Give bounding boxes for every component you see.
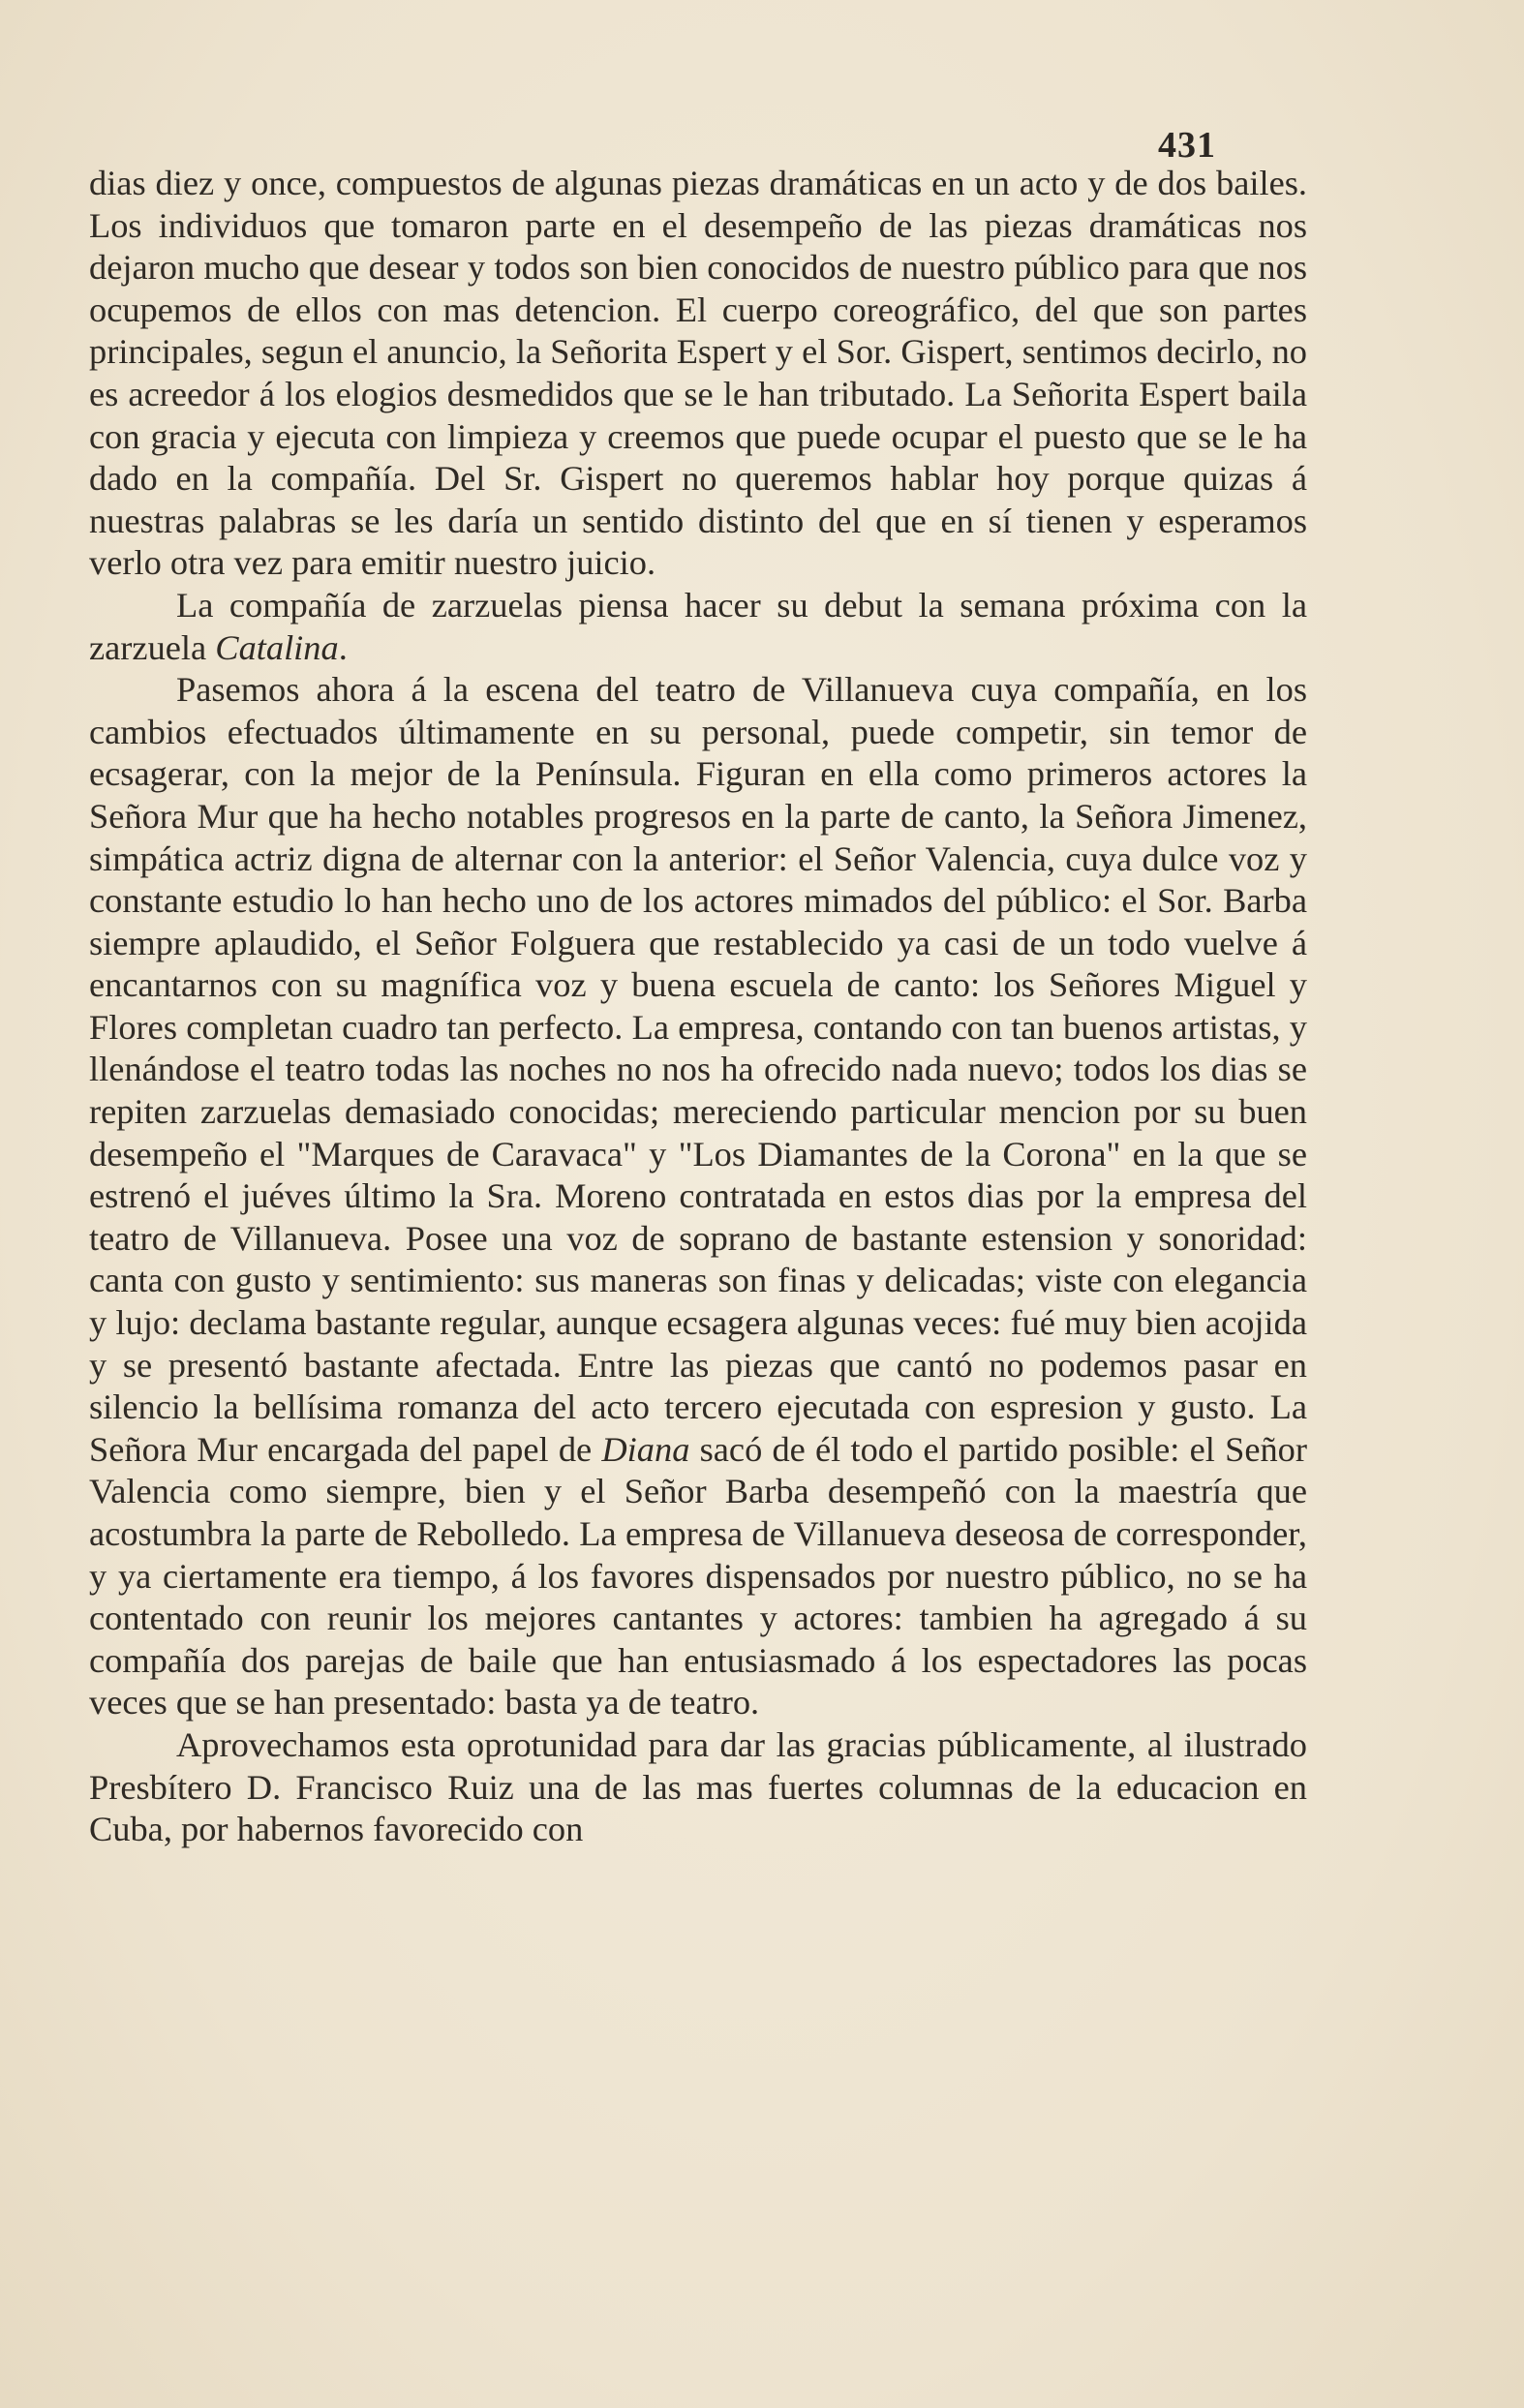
role-title: Diana: [601, 1429, 690, 1469]
paragraph: [89, 669, 1307, 1724]
page-number: 431: [1158, 125, 1216, 166]
work-title: Catalina: [215, 627, 339, 667]
article-body: [89, 163, 1307, 1851]
text-run: La compañía de zarzuelas piensa hacer su debut la semana próxima con la zarzuela: [89, 585, 1307, 667]
text-run: Pasemos ahora á la escena del teatro de Villanueva cuya compañía, en los cambios efectuados últimamente en su personal, puede competir, sin temor de ecsagerar, con la mejor de la Península. Figuran en ella como primeros actores la Señora Mur que ha hecho notables progresos en la parte de canto, la Señora Jimenez, simpática actriz digna de alternar con la anterior: el Señor Valencia, cuya dulce voz y constante estudio lo han hecho uno de los actores mimados del público: el Sor. Barba siempre aplaudido, el Señor Folguera que restablecido ya casi de un todo vuelve á encantarnos con su magnífica voz y buena escuela de canto: los Señores Miguel y Flores completan cuadro tan perfecto. La empresa, contando con tan buenos artistas, y llenándose el teatro todas las noches no nos ha ofrecido nada nuevo; todos los dias se repiten zarzuelas demasiado conocidas; mereciendo particular mencion por su buen desempeño el "Marques de Caravaca" y "Los Diamantes de la Corona" en la que se estrenó el juéves último la Sra. Moreno contratada en estos dias por la empresa del teatro de Villanueva. Posee una voz de soprano de bastante estension y sonoridad: canta con gusto y sentimiento: sus maneras son finas y delicadas; viste con elegancia y lujo: declama bastante regular, aunque ecsagera algunas veces: fué muy bien acojida y se presentó bastante afectada. Entre las piezas que cantó no podemos pasar en silencio la bellísima romanza del acto tercero ejecutada con espresion y gusto. La Señora Mur encargada del papel de: [89, 670, 1307, 1469]
text-run: Aprovechamos esta oprotunidad para dar las gracias públicamente, al ilustrado Presbítero D. Francisco Ruiz una de las mas fuertes columnas de la educacion en Cuba, por habernos favorecido con: [89, 1724, 1307, 1849]
paragraph: [89, 585, 1307, 669]
text-run: sacó de él todo el partido posible: el Señor Valencia como siempre, bien y el Señor Barba desempeñó con la maestría que acostumbra la parte de Rebolledo. La empresa de Villanueva deseosa de corresponder, y ya ciertamente era tiempo, á los favores dispensados por nuestro público, no se ha contentado con reunir los mejores cantantes y actores: tambien ha agregado á su compañía dos parejas de baile que han entusiasmado á los espectadores las pocas veces que se han presentado: basta ya de teatro.: [89, 1429, 1307, 1722]
paragraph: [89, 1724, 1307, 1851]
paragraph: [89, 163, 1307, 585]
text-run: .: [338, 627, 348, 667]
text-run: dias diez y once, compuestos de algunas piezas dramáticas en un acto y de dos bailes. Los individuos que tomaron parte en el desempeño de las piezas dramáticas nos dejaron mucho que desear y todos son bien conocidos de nuestro público para que nos ocupemos de ellos con mas detencion. El cuerpo coreográfico, del que son partes principales, segun el anuncio, la Señorita Espert y el Sor. Gispert, sentimos decirlo, no es acreedor á los elogios desmedidos que se le han tributado. La Señorita Espert baila con gracia y ejecuta con limpieza y creemos que puede ocupar el puesto que se le ha dado en la compañía. Del Sr. Gispert no queremos hablar hoy porque quizas á nuestras palabras se les daría un sentido distinto del que en sí tienen y esperamos verlo otra vez para emitir nuestro juicio.: [89, 164, 1307, 583]
